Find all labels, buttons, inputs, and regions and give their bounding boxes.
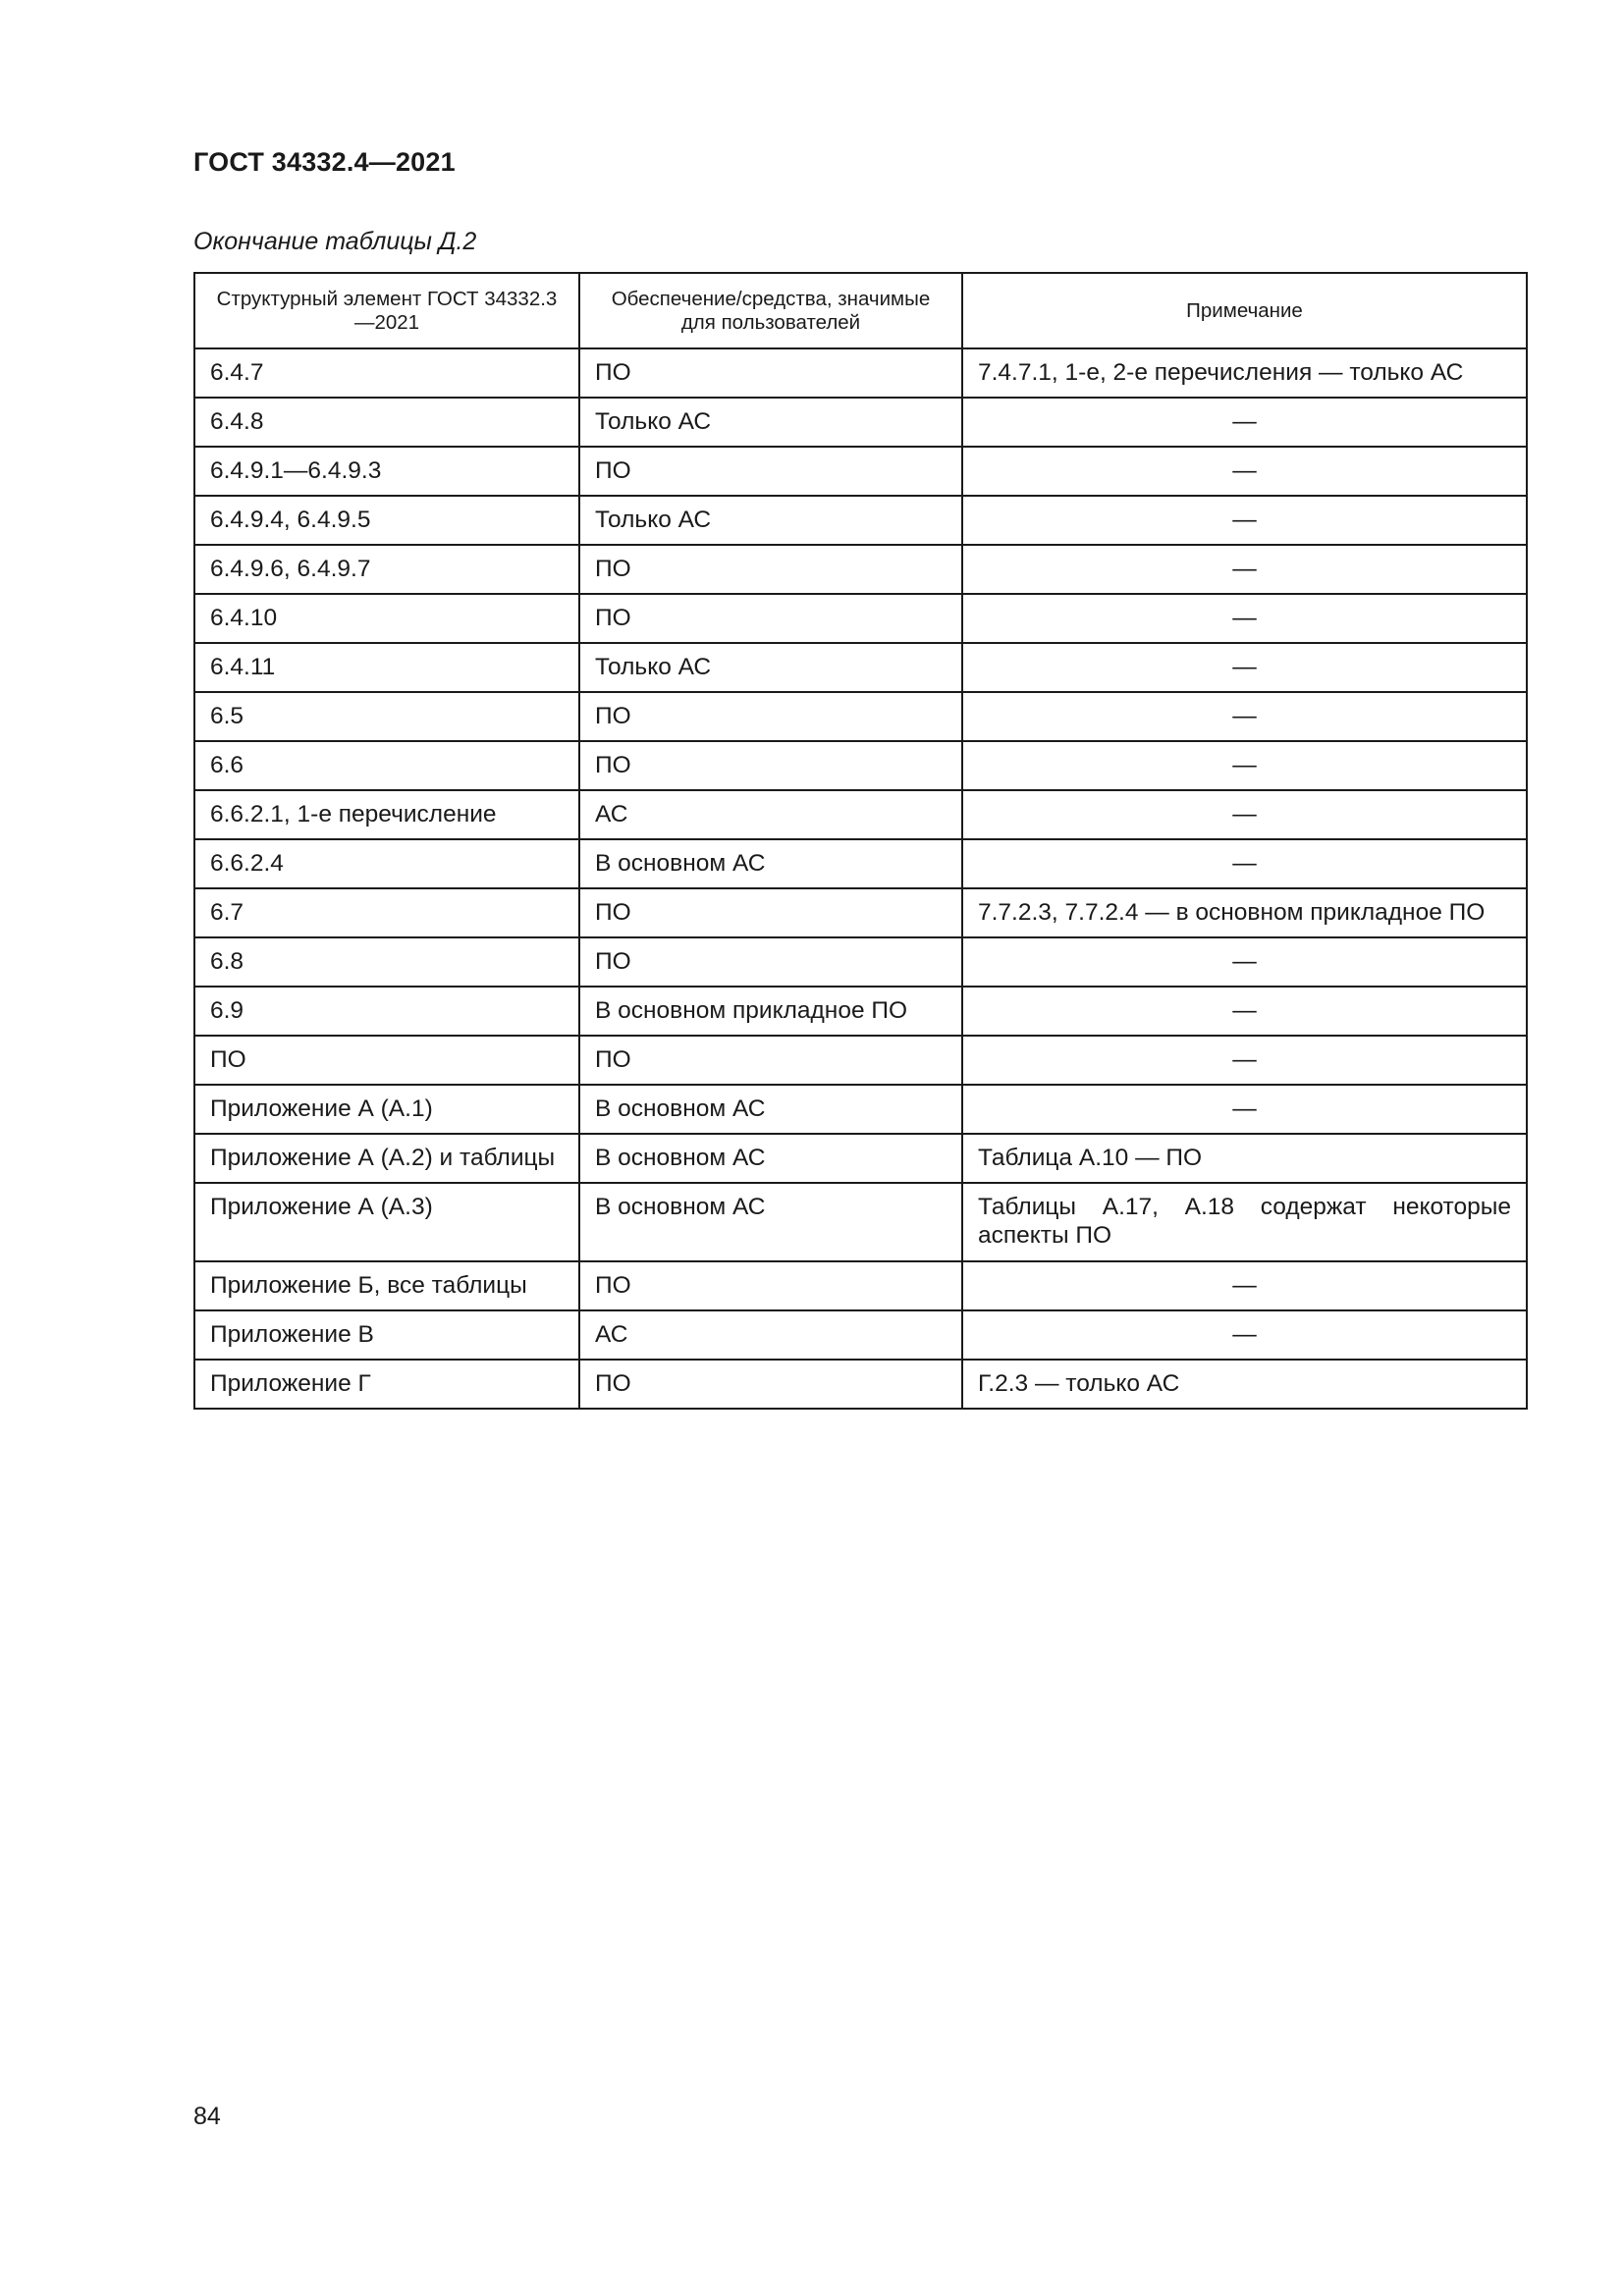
cell-note: —: [962, 1036, 1527, 1085]
table-row: [194, 1310, 1527, 1360]
cell-note: —: [962, 1261, 1527, 1310]
cell-support: АС: [579, 790, 962, 839]
cell-note: 7.7.2.3, 7.7.2.4 — в основном прикладное ПО: [962, 888, 1527, 937]
table-row: [194, 1085, 1527, 1134]
cell-note: —: [962, 1310, 1527, 1360]
cell-support: ПО: [579, 888, 962, 937]
cell-element: Приложение Б, все таблицы: [194, 1261, 579, 1310]
cell-element: 6.4.8: [194, 398, 579, 447]
cell-support: ПО: [579, 1261, 962, 1310]
cell-note: 7.4.7.1, 1-е, 2-е перечисления — только АС: [962, 348, 1527, 398]
table-header-row: [194, 273, 1527, 348]
cell-support: В основном АС: [579, 1183, 962, 1261]
cell-element: 6.6.2.1, 1-е перечисление: [194, 790, 579, 839]
cell-support: ПО: [579, 937, 962, 987]
cell-note: —: [962, 1085, 1527, 1134]
cell-support: В основном АС: [579, 1085, 962, 1134]
data-table: [193, 272, 1528, 1410]
cell-element: 6.9: [194, 987, 579, 1036]
cell-note: —: [962, 447, 1527, 496]
page-number: 84: [193, 2103, 221, 2130]
table-row: [194, 545, 1527, 594]
cell-element: Приложение А (А.3): [194, 1183, 579, 1261]
cell-note: —: [962, 496, 1527, 545]
cell-support: ПО: [579, 692, 962, 741]
cell-support: В основном АС: [579, 1134, 962, 1183]
table-row: [194, 1036, 1527, 1085]
cell-note: Таблица А.10 — ПО: [962, 1134, 1527, 1183]
table-row: [194, 1261, 1527, 1310]
table-row: [194, 496, 1527, 545]
cell-note: —: [962, 839, 1527, 888]
cell-element: 6.4.7: [194, 348, 579, 398]
cell-note: —: [962, 692, 1527, 741]
cell-support: Только АС: [579, 643, 962, 692]
cell-note: —: [962, 987, 1527, 1036]
cell-note: —: [962, 643, 1527, 692]
table-row: [194, 398, 1527, 447]
cell-support: В основном АС: [579, 839, 962, 888]
cell-element: 6.4.9.4, 6.4.9.5: [194, 496, 579, 545]
cell-note: Таблицы А.17, А.18 содержат некоторые аспекты ПО: [962, 1183, 1527, 1261]
cell-element: Приложение А (А.2) и таблицы: [194, 1134, 579, 1183]
table-header: [194, 273, 1527, 348]
table-caption: Окончание таблицы Д.2: [193, 228, 477, 255]
cell-element: ПО: [194, 1036, 579, 1085]
table-row: [194, 643, 1527, 692]
cell-support: АС: [579, 1310, 962, 1360]
cell-support: ПО: [579, 741, 962, 790]
cell-support: ПО: [579, 1360, 962, 1409]
table-row: [194, 790, 1527, 839]
table-row: [194, 937, 1527, 987]
cell-element: 6.4.10: [194, 594, 579, 643]
cell-element: Приложение Г: [194, 1360, 579, 1409]
cell-note: —: [962, 545, 1527, 594]
cell-element: 6.6.2.4: [194, 839, 579, 888]
document-header: ГОСТ 34332.4—2021: [193, 147, 456, 177]
column-header-note: Примечание: [962, 273, 1527, 348]
table-row: [194, 348, 1527, 398]
table-row: [194, 888, 1527, 937]
column-header-support: Обеспечение/средства, значимые для пользователей: [579, 273, 962, 348]
table-row: [194, 1183, 1527, 1261]
table-row: [194, 839, 1527, 888]
cell-support: Только АС: [579, 398, 962, 447]
cell-element: 6.4.9.6, 6.4.9.7: [194, 545, 579, 594]
cell-element: 6.4.11: [194, 643, 579, 692]
cell-note: —: [962, 937, 1527, 987]
cell-note: —: [962, 790, 1527, 839]
cell-support: ПО: [579, 545, 962, 594]
column-header-element: Структурный элемент ГОСТ 34332.3—2021: [194, 273, 579, 348]
cell-element: 6.6: [194, 741, 579, 790]
cell-element: 6.5: [194, 692, 579, 741]
cell-element: 6.4.9.1—6.4.9.3: [194, 447, 579, 496]
cell-support: ПО: [579, 348, 962, 398]
cell-note: —: [962, 741, 1527, 790]
cell-note: Г.2.3 — только АС: [962, 1360, 1527, 1409]
cell-element: 6.7: [194, 888, 579, 937]
table-row: [194, 987, 1527, 1036]
cell-element: 6.8: [194, 937, 579, 987]
table-row: [194, 594, 1527, 643]
table-row: [194, 1360, 1527, 1409]
cell-element: Приложение А (А.1): [194, 1085, 579, 1134]
cell-support: ПО: [579, 594, 962, 643]
table-body: [194, 348, 1527, 1409]
cell-note: —: [962, 594, 1527, 643]
table-row: [194, 692, 1527, 741]
cell-support: В основном прикладное ПО: [579, 987, 962, 1036]
cell-support: ПО: [579, 447, 962, 496]
cell-support: Только АС: [579, 496, 962, 545]
cell-element: Приложение В: [194, 1310, 579, 1360]
table-row: [194, 447, 1527, 496]
cell-support: ПО: [579, 1036, 962, 1085]
table-row: [194, 741, 1527, 790]
cell-note: —: [962, 398, 1527, 447]
table-row: [194, 1134, 1527, 1183]
